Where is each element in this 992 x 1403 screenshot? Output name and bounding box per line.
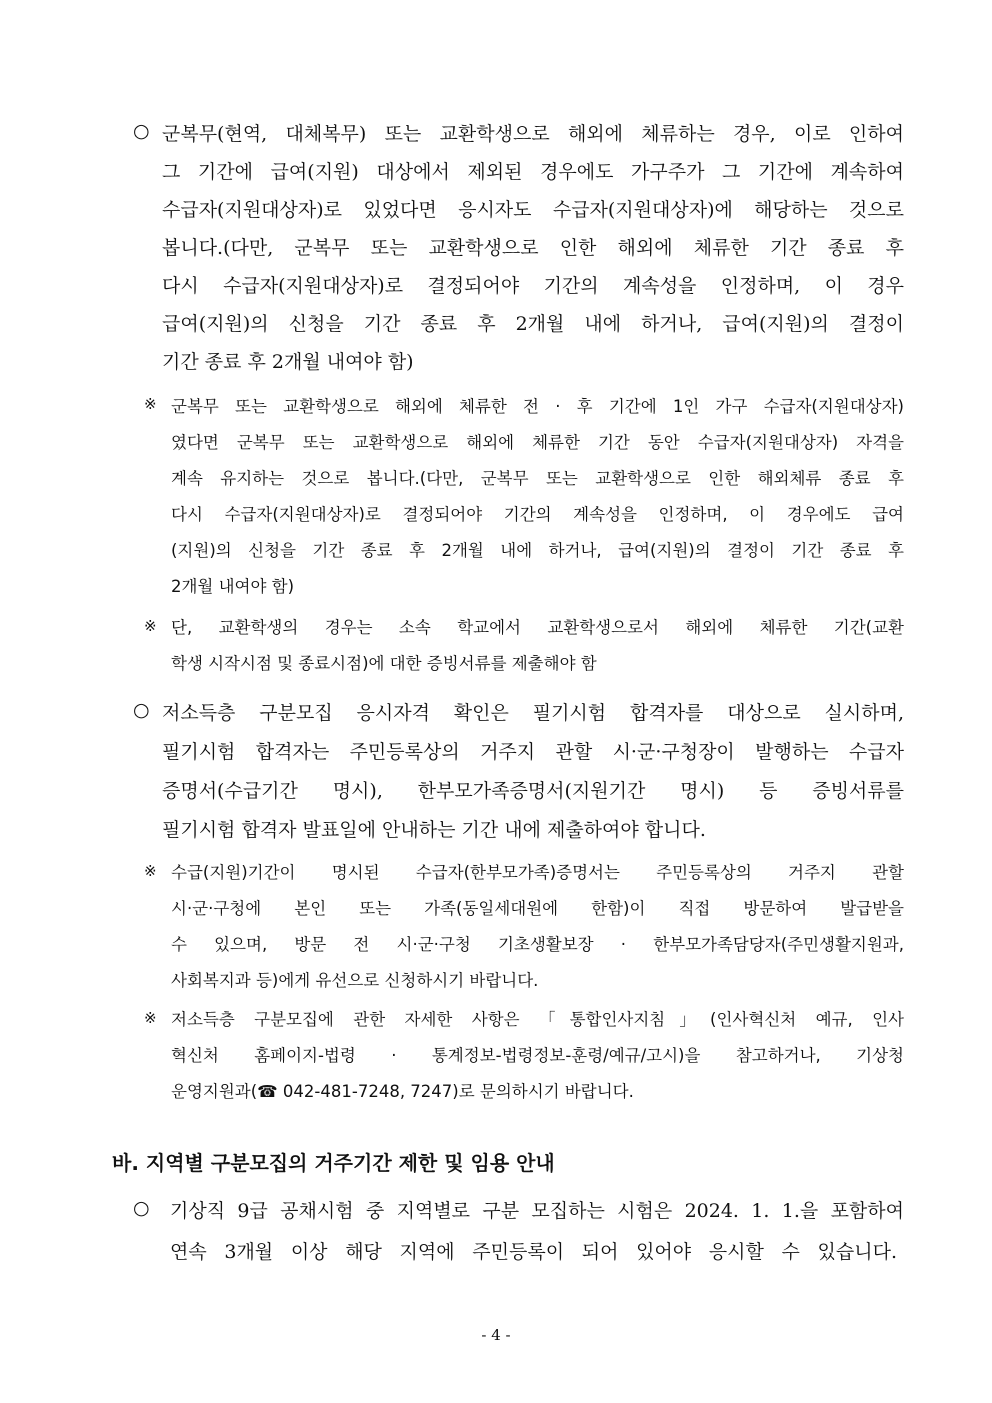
text-line: 증명서(수급기간 명시), 한부모가족증명서(지원기간 명시) 등 증빙서류를 xyxy=(162,780,904,802)
text-line: 기간 종료 후 2개월 내여야 함) xyxy=(162,351,414,373)
circle-bullet: ○ xyxy=(133,120,150,142)
text-line: 운영지원과(☎ 042-481-7248, 7247)로 문의하시기 바랍니다. xyxy=(171,1082,634,1101)
text-line: 2개월 내여야 함) xyxy=(171,577,295,596)
text-line: 군복무 또는 교환학생으로 해외에 체류한 전 · 후 기간에 1인 가구 수급자(지원대상자) xyxy=(171,397,904,416)
text-line: 수급(지원)기간이 명시된 수급자(한부모가족)증명서는 주민등록상의 거주지 관할 xyxy=(171,863,904,882)
text-line: 수급자(지원대상자)로 있었다면 응시자도 수급자(지원대상자)에 해당하는 것으로 xyxy=(162,199,904,221)
text-line: 저소득층 구분모집 응시자격 확인은 필기시험 합격자를 대상으로 실시하며, xyxy=(162,702,904,724)
text-line: 계속 유지하는 것으로 봅니다.(다만, 군복무 또는 교환학생으로 인한 해외체류 종료 후 xyxy=(171,469,904,488)
reference-mark: ※ xyxy=(144,395,157,413)
text-line: 혁신처 홈페이지-법령 · 통계정보-법령정보-훈령/예규/고시)을 참고하거나, 기상청 xyxy=(171,1046,904,1065)
circle-bullet: ○ xyxy=(133,699,150,721)
text-line: 학생 시작시점 및 종료시점)에 대한 증빙서류를 제출해야 함 xyxy=(171,654,597,673)
text-line: (지원)의 신청을 기간 종료 후 2개월 내에 하거나, 급여(지원)의 결정이 기간 종료 후 xyxy=(171,541,904,560)
text-line: 다시 수급자(지원대상자)로 결정되어야 기간의 계속성을 인정하며, 이 경우 xyxy=(162,275,904,297)
text-line: 급여(지원)의 신청을 기간 종료 후 2개월 내에 하거나, 급여(지원)의 결정이 xyxy=(162,313,904,335)
text-line: 봅니다.(다만, 군복무 또는 교환학생으로 인한 해외에 체류한 기간 종료 후 xyxy=(162,237,904,259)
circle-bullet: ○ xyxy=(133,1197,150,1219)
text-line: 필기시험 합격자는 주민등록상의 거주지 관할 시·군·구청장이 발행하는 수급자 xyxy=(162,741,904,763)
text-line: 연속 3개월 이상 해당 지역에 주민등록이 되어 있어야 응시할 수 있습니다. xyxy=(170,1241,897,1263)
text-line: 그 기간에 급여(지원) 대상에서 제외된 경우에도 가구주가 그 기간에 계속하여 xyxy=(162,161,904,183)
text-line: 수 있으며, 방문 전 시·군·구청 기초생활보장 · 한부모가족담당자(주민생활지원과, xyxy=(171,935,904,954)
text-line: 다시 수급자(지원대상자)로 결정되어야 기간의 계속성을 인정하며, 이 경우에도 급여 xyxy=(171,505,904,524)
text-line: 저소득층 구분모집에 관한 자세한 사항은 「통합인사지침」(인사혁신처 예규, 인사 xyxy=(171,1010,904,1029)
text-line: 기상직 9급 공채시험 중 지역별로 구분 모집하는 시험은 2024. 1. 1.을 포함하여 xyxy=(170,1200,904,1222)
text-line: 필기시험 합격자 발표일에 안내하는 기간 내에 제출하여야 합니다. xyxy=(162,819,706,841)
section-heading: 바. 지역별 구분모집의 거주기간 제한 및 임용 안내 xyxy=(112,1151,555,1175)
reference-mark: ※ xyxy=(144,862,157,880)
text-line: 군복무(현역, 대체복무) 또는 교환학생으로 해외에 체류하는 경우, 이로 인하여 xyxy=(162,123,904,145)
text-line: 시·군·구청에 본인 또는 가족(동일세대원에 한함)이 직접 방문하여 발급받을 xyxy=(171,899,904,918)
reference-mark: ※ xyxy=(144,1009,157,1027)
page-number: - 4 - xyxy=(481,1326,511,1344)
text-line: 단, 교환학생의 경우는 소속 학교에서 교환학생으로서 해외에 체류한 기간(교환 xyxy=(171,618,904,637)
text-line: 였다면 군복무 또는 교환학생으로 해외에 체류한 기간 동안 수급자(지원대상자) 자격을 xyxy=(171,433,904,452)
reference-mark: ※ xyxy=(144,617,157,635)
text-line: 사회복지과 등)에게 유선으로 신청하시기 바랍니다. xyxy=(171,971,539,990)
